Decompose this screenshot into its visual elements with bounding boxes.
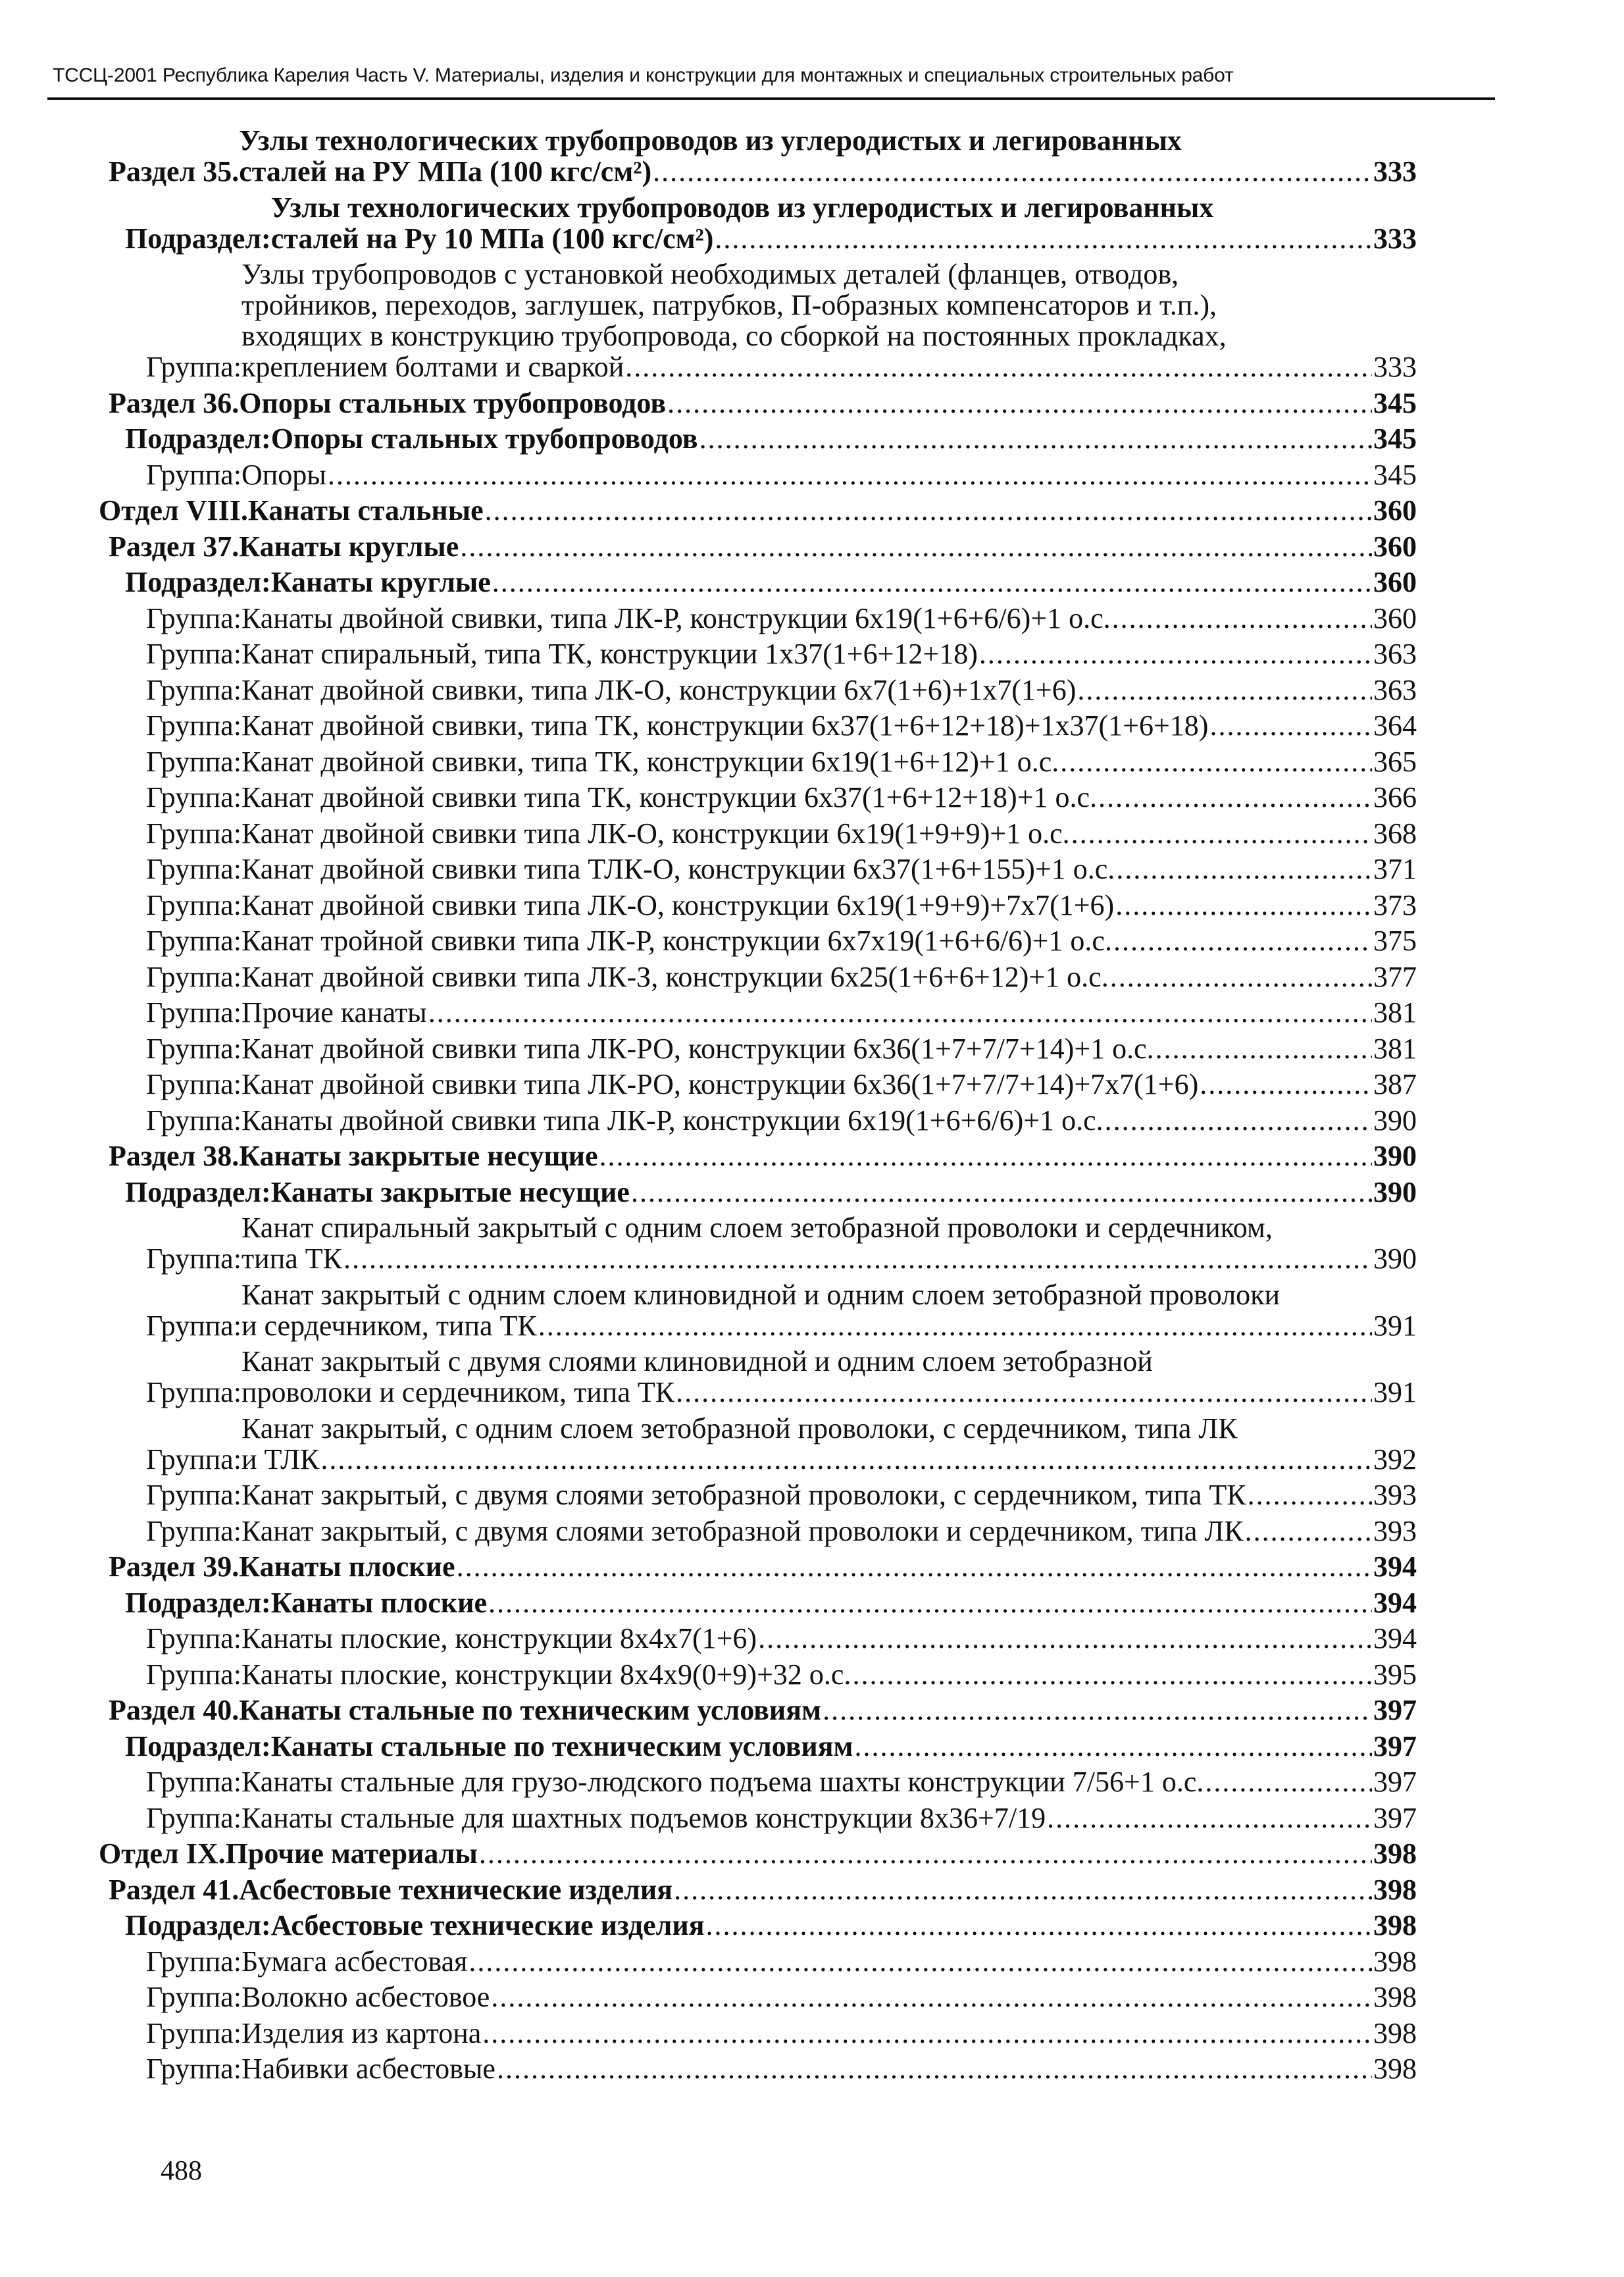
dot-leader [1112,603,1372,634]
toc-entry-text-line: Канаты плоские [239,1550,455,1583]
toc-entry-prefix: Группа: [146,2016,241,2049]
dot-leader [823,1695,1372,1726]
toc-entry-prefix: Подраздел: [125,422,271,455]
toc-page-number: 381 [1373,1032,1417,1065]
toc-page-number: 375 [1373,925,1417,957]
toc-entry-text-line: Опоры стальных трубопроводов [270,422,698,455]
toc-entry-text-line: Канат закрытый с двумя слоями клиновидной и одним слоем зетобразной [241,1345,1153,1377]
toc-entry-gruppa [146,2053,1417,2084]
toc-entry-text-line: сталей на Ру 10 МПа (100 кгс/см²) [270,222,714,255]
toc-entry-text-line: Канат двойной свивки типа ЛК-О, конструкции 6х19(1+9+9)+1 о.с. [241,817,1070,850]
toc-page-number: 365 [1373,745,1417,778]
toc-page-number: 395 [1373,1658,1417,1691]
toc-entry-text-line: Набивки асбестовые [241,2053,495,2085]
toc-entry-text-line: Узлы трубопроводов с установкой необходимых деталей (фланцев, отводов, [241,258,1179,290]
dot-leader [599,1140,1372,1171]
toc-entry-otdel [99,495,1417,526]
dot-leader [715,223,1372,254]
dot-leader [667,388,1372,419]
toc-entry-prefix: Отдел IX. [99,1837,226,1870]
toc-entry-prefix: Группа: [146,1766,241,1798]
dot-leader [1047,1803,1372,1833]
toc-entry-prefix: Группа: [146,1479,241,1511]
dot-leader [1248,1479,1372,1510]
dot-leader [758,1623,1372,1654]
toc-entry-text-line: Канат спиральный закрытый с одним слоем зетобразной проволоки и сердечником, [241,1212,1273,1244]
toc-entry-gruppa [146,854,1417,884]
toc-page-number: 394 [1373,1550,1417,1583]
toc-page-number: 360 [1373,566,1417,598]
toc-entry-text-line: Канат двойной свивки типа ЛК-О, конструкции 6х19(1+9+9)+7х7(1+6) [241,888,1115,921]
toc-entry-text-line: Канат двойной свивки типа ЛК-РО, конструкции 6х36(1+7+7/7+14)+1 о.с. [241,1032,1154,1065]
toc-entry-podrazdel [125,423,1417,454]
toc-page-number: 366 [1373,781,1417,813]
toc-entry-text-line: Канат спиральный, типа ТК, конструкции 1х37(1+6+12+18) [241,638,978,670]
toc-entry-razdel [109,388,1417,419]
toc-page-number: 333 [1373,155,1417,188]
toc-entry-gruppa [146,1069,1417,1100]
toc-entry-text-line: Канат закрытый, с одним слоем зетобразной проволоки, с сердечником, типа ЛК [241,1412,1238,1445]
toc-page-number: 398 [1373,1873,1417,1906]
toc-page-number: 390 [1373,1140,1417,1172]
toc-entry-text-line: Прочие материалы [225,1837,478,1870]
dot-leader [1115,890,1372,921]
dot-leader [328,459,1372,490]
toc-entry-gruppa [146,1413,1417,1475]
toc-entry-text-line: Канат двойной свивки, типа ЛК-О, конструкции 6х7(1+6)+1х7(1+6) [241,673,1077,706]
toc-entry-text-line: Узлы технологических трубопроводов из углеродистых и легированных [239,124,1182,157]
toc-page-number: 373 [1373,888,1417,921]
toc-page-number: 368 [1373,817,1417,850]
toc-entry-prefix: Раздел 36. [109,386,240,419]
dot-leader [1155,1033,1372,1064]
toc-entry-prefix: Подраздел: [125,1729,271,1762]
toc-entry-text-line: Канаты плоские, конструкции 8х4х9(0+9)+32 о.с. [241,1658,851,1691]
toc-page-number: 390 [1373,1175,1417,1208]
toc-page-number: 390 [1373,1104,1417,1137]
dot-leader [1105,1105,1372,1136]
toc-entry-prefix: Группа: [146,1242,241,1275]
toc-entry-podrazdel [125,1731,1417,1762]
toc-page-number: 398 [1373,1981,1417,2013]
toc-page-number: 363 [1373,638,1417,670]
toc-entry-text-line: Канат двойной свивки, типа ТК, конструкции 6х37(1+6+12+18)+1х37(1+6+18) [241,709,1209,742]
toc-page-number: 398 [1373,2016,1417,2049]
toc-entry-text-line: Канаты круглые [239,530,459,563]
toc-entry-gruppa [146,675,1417,705]
toc-entry-podrazdel [125,1587,1417,1618]
dot-leader [492,567,1372,598]
toc-entry-gruppa [146,1479,1417,1510]
dot-leader [1200,1069,1372,1100]
dot-leader [631,1177,1372,1208]
toc-entry-gruppa [146,1516,1417,1547]
toc-entry-razdel [109,1695,1417,1726]
header-rule [47,97,1495,100]
toc-entry-prefix: Группа: [146,1658,241,1691]
toc-entry-prefix: Группа: [146,745,241,778]
dot-leader [1071,818,1372,849]
toc-page-number: 393 [1373,1514,1417,1547]
toc-entry-text-line: Канаты плоские, конструкции 8х4х7(1+6) [241,1622,757,1654]
toc-entry-text-line: Канаты круглые [270,566,491,598]
dot-leader [653,156,1372,187]
toc-page-number: 397 [1373,1694,1417,1726]
toc-page-number: 345 [1373,422,1417,455]
toc-entry-prefix: Группа: [146,1068,241,1100]
toc-entry-gruppa [146,1803,1417,1833]
toc-page-number: 391 [1373,1309,1417,1342]
toc-entry-text-line: Канат закрытый с одним слоем клиновидной и одним слоем зетобразной проволоки [241,1278,1281,1311]
toc-page-number: 398 [1373,1837,1417,1870]
toc-page-number: 397 [1373,1801,1417,1834]
dot-leader [428,997,1372,1028]
toc-entry-gruppa [146,1946,1417,1977]
toc-entry-text-line: Канат тройной свивки типа ЛК-Р, конструкции 6х7х19(1+6+6/6)+1 о.с. [241,925,1112,957]
toc-entry-prefix: Группа: [146,458,241,491]
toc-entry-gruppa [146,710,1417,741]
table-of-contents [0,125,1624,2089]
toc-entry-prefix: Отдел VIII. [99,494,248,526]
toc-entry-prefix: Группа: [146,960,241,993]
toc-entry-text-line: Канат закрытый, с двумя слоями зетобразной проволоки, с сердечником, типа ТК [241,1479,1246,1511]
toc-page-number: 360 [1373,601,1417,634]
toc-page-number: 363 [1373,673,1417,706]
dot-leader [320,1444,1372,1475]
dot-leader [1245,1516,1372,1547]
toc-entry-text-line: и ТЛК [241,1443,320,1475]
toc-page-number: 393 [1373,1479,1417,1511]
toc-page-number: 333 [1373,222,1417,255]
toc-entry-text-line: Канаты стальные по техническим условиям [239,1694,822,1726]
toc-entry-razdel [109,1874,1417,1905]
toc-entry-prefix: Подраздел: [125,1909,271,1941]
toc-entry-gruppa [146,638,1417,669]
toc-entry-prefix: Подраздел: [125,222,271,255]
dot-leader [482,2018,1372,2049]
dot-leader [676,1377,1372,1408]
dot-leader [674,1874,1372,1905]
toc-page-number: 391 [1373,1376,1417,1408]
toc-entry-text-line: Канат двойной свивки, типа ТК, конструкции 6х19(1+6+12)+1 о.с. [241,745,1059,778]
toc-entry-prefix: Группа: [146,601,241,634]
toc-page-number: 371 [1373,853,1417,885]
dot-leader [479,1838,1372,1869]
running-header: ТССЦ-2001 Республика Карелия Часть V. Материалы, изделия и конструкции для монтажных и специальных строительных работ [53,64,1234,86]
toc-page-number: 381 [1373,996,1417,1029]
dot-leader [625,351,1372,382]
dot-leader [457,1551,1372,1582]
toc-entry-gruppa [146,925,1417,956]
toc-entry-podrazdel [125,1177,1417,1208]
dot-leader [706,1910,1372,1941]
toc-entry-razdel [109,1551,1417,1582]
toc-entry-podrazdel [125,567,1417,598]
toc-entry-text-line: Узлы технологических трубопроводов из углеродистых и легированных [270,191,1214,224]
toc-page-number: 398 [1373,1909,1417,1941]
toc-page-number: 397 [1373,1729,1417,1762]
toc-entry-prefix: Группа: [146,1622,241,1654]
toc-page-number: 398 [1373,1945,1417,1978]
dot-leader [491,1982,1372,2012]
toc-page-number: 360 [1373,494,1417,526]
toc-entry-prefix: Группа: [146,1514,241,1547]
toc-entry-prefix: Раздел 41. [109,1873,240,1906]
toc-entry-gruppa [146,746,1417,777]
toc-entry-text-line: Канаты стальные по техническим условиям [270,1729,853,1762]
dot-leader [488,1587,1372,1618]
toc-entry-prefix: Группа: [146,1443,241,1475]
toc-entry-gruppa [146,603,1417,634]
toc-entry-text-line: Канаты стальные для грузо-людского подъема шахты конструкции 7/56+1 о.с. [241,1766,1204,1798]
toc-entry-text-line: Бумага асбестовая [241,1945,468,1978]
toc-entry-prefix: Раздел 38. [109,1140,240,1172]
toc-entry-gruppa [146,1659,1417,1690]
toc-entry-text-line: и сердечником, типа ТК [241,1309,537,1342]
toc-entry-gruppa [146,997,1417,1028]
toc-page-number: 333 [1373,351,1417,383]
dot-leader [1205,1766,1372,1797]
toc-entry-gruppa [146,782,1417,813]
toc-entry-text-line: Канат двойной свивки типа ЛК-З, конструкции 6х25(1+6+6+12)+1 о.с. [241,960,1109,993]
toc-entry-text-line: Волокно асбестовое [241,1981,490,2013]
toc-entry-gruppa [146,890,1417,921]
toc-entry-text-line: входящих в конструкцию трубопровода, со сборкой на постоянных прокладках, [241,320,1227,352]
dot-leader [1116,854,1372,884]
toc-entry-prefix: Группа: [146,709,241,742]
toc-page-number: 345 [1373,386,1417,419]
toc-entry-prefix: Группа: [146,351,241,383]
toc-entry-prefix: Подраздел: [125,1586,271,1619]
toc-page-number: 394 [1373,1586,1417,1619]
toc-page-number: 377 [1373,960,1417,993]
toc-entry-podrazdel [125,192,1417,254]
toc-entry-razdel [109,125,1417,187]
dot-leader [855,1731,1372,1762]
dot-leader [469,1946,1372,1977]
toc-entry-text-line: Изделия из картона [241,2016,482,2049]
toc-page-number: 392 [1373,1443,1417,1475]
toc-entry-text-line: Опоры стальных трубопроводов [239,386,667,419]
page-number: 488 [161,2156,202,2186]
toc-entry-gruppa [146,1623,1417,1654]
toc-entry-prefix: Группа: [146,1309,241,1342]
toc-entry-text-line: Канат закрытый, с двумя слоями зетобразной проволоки и сердечником, типа ЛК [241,1514,1244,1547]
toc-entry-prefix: Подраздел: [125,566,271,598]
dot-leader [1209,710,1372,741]
toc-entry-gruppa [146,259,1417,382]
toc-entry-text-line: Канаты плоские [270,1586,488,1619]
toc-entry-gruppa [146,459,1417,490]
toc-entry-text-line: Канат двойной свивки типа ТЛК-О, конструкции 6х37(1+6+155)+1 о.с. [241,853,1115,885]
dot-leader [1098,782,1372,813]
toc-entry-gruppa [146,1212,1417,1274]
toc-entry-prefix: Раздел 37. [109,530,240,563]
toc-entry-text-line: Асбестовые технические изделия [239,1873,673,1906]
toc-entry-text-line: Канат двойной свивки типа ТК, конструкции 6х37(1+6+12+18)+1 о.с. [241,781,1098,813]
dot-leader [979,638,1372,669]
dot-leader [699,423,1372,454]
toc-entry-prefix: Подраздел: [125,1175,271,1208]
toc-entry-text-line: Канаты закрытые несущие [270,1175,630,1208]
toc-entry-prefix: Группа: [146,1376,241,1408]
toc-entry-gruppa [146,1033,1417,1064]
dot-leader [460,531,1372,562]
toc-page-number: 397 [1373,1766,1417,1798]
toc-entry-prefix: Группа: [146,888,241,921]
toc-entry-text-line: Канат двойной свивки типа ЛК-РО, конструкции 6х36(1+7+7/7+14)+7х7(1+6) [241,1068,1199,1100]
toc-entry-gruppa [146,1105,1417,1136]
toc-entry-podrazdel [125,1910,1417,1941]
toc-page-number: 360 [1373,530,1417,563]
toc-entry-text-line: Асбестовые технические изделия [270,1909,705,1941]
toc-entry-text-line: Канаты двойной свивки, типа ЛК-Р, конструкции 6х19(1+6+6/6)+1 о.с. [241,601,1111,634]
toc-page-number: 345 [1373,458,1417,491]
toc-entry-prefix: Группа: [146,781,241,813]
toc-entry-text-line: Прочие канаты [241,996,427,1029]
toc-page-number: 394 [1373,1622,1417,1654]
toc-entry-prefix: Группа: [146,817,241,850]
toc-entry-gruppa [146,2018,1417,2049]
dot-leader [1110,961,1372,992]
toc-entry-gruppa [146,1766,1417,1797]
dot-leader [852,1659,1372,1690]
toc-entry-text-line: сталей на РУ МПа (100 кгс/см²) [239,155,652,188]
toc-entry-text-line: Канаты двойной свивки типа ЛК-Р, конструкции 6х19(1+6+6/6)+1 о.с. [241,1104,1104,1137]
toc-entry-prefix: Группа: [146,1104,241,1137]
toc-entry-prefix: Группа: [146,853,241,885]
toc-entry-razdel [109,531,1417,562]
toc-entry-prefix: Группа: [146,996,241,1029]
toc-entry-text-line: Канаты закрытые несущие [239,1140,598,1172]
toc-page-number: 390 [1373,1242,1417,1275]
toc-entry-gruppa [146,1279,1417,1341]
toc-entry-text-line: Канаты стальные для шахтных подъемов конструкции 8х36+7/19 [241,1801,1046,1834]
toc-entry-prefix: Группа: [146,638,241,670]
toc-entry-text-line: Канаты стальные [247,494,484,526]
dot-leader [1113,925,1372,956]
toc-entry-prefix: Группа: [146,1801,241,1834]
toc-entry-gruppa [146,1982,1417,2012]
toc-entry-prefix: Раздел 39. [109,1550,240,1583]
toc-page-number: 364 [1373,709,1417,742]
toc-entry-prefix: Группа: [146,1945,241,1978]
dot-leader [1077,675,1372,705]
toc-entry-text-line: типа ТК [241,1242,343,1275]
dot-leader [538,1310,1372,1341]
toc-entry-gruppa [146,961,1417,992]
toc-entry-prefix: Раздел 40. [109,1694,240,1726]
toc-entry-prefix: Группа: [146,2053,241,2085]
toc-entry-text-line: проволоки и сердечником, типа ТК [241,1376,675,1408]
toc-entry-prefix: Раздел 35. [109,155,240,188]
toc-entry-gruppa [146,818,1417,849]
toc-page-number: 398 [1373,2053,1417,2085]
toc-entry-otdel [99,1838,1417,1869]
toc-entry-prefix: Группа: [146,925,241,957]
toc-page-number: 387 [1373,1068,1417,1100]
toc-entry-text-line: тройников, переходов, заглушек, патрубков, П-образных компенсаторов и т.п.), [241,289,1217,321]
toc-entry-text-line: креплением болтами и сваркой [241,351,624,383]
toc-entry-gruppa [146,1346,1417,1408]
dot-leader [485,495,1372,526]
dot-leader [497,2053,1372,2084]
dot-leader [343,1243,1372,1274]
toc-entry-prefix: Группа: [146,673,241,706]
toc-entry-prefix: Группа: [146,1032,241,1065]
dot-leader [1060,746,1372,777]
toc-entry-text-line: Опоры [241,458,326,491]
toc-entry-prefix: Группа: [146,1981,241,2013]
toc-entry-razdel [109,1140,1417,1171]
